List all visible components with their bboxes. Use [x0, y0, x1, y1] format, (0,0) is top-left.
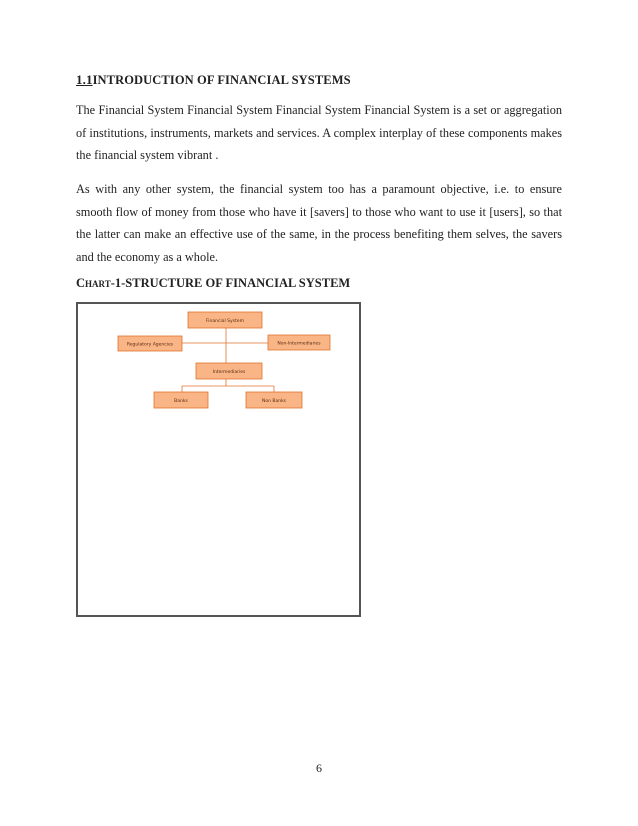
- chart-caption-title: -1-STRUCTURE OF FINANCIAL SYSTEM: [110, 276, 351, 290]
- node-non-banks-label: Non Banks: [261, 399, 287, 404]
- node-financial-system: [188, 312, 262, 328]
- diagram-connectors: [173, 328, 274, 392]
- intro-paragraph: The Financial System Financial System Financial System Financial System is a set or aggregation of institutions, instruments, markets and services. A complex interplay of these components makes the financial system vibrant .: [76, 103, 562, 162]
- node-non-intermediaries: [268, 335, 330, 350]
- section-heading: [76, 72, 576, 88]
- node-banks: [154, 392, 208, 408]
- node-banks-label: Banks: [174, 399, 188, 404]
- structure-diagram: [78, 304, 359, 615]
- section-number: 1.1: [76, 72, 93, 87]
- node-non-banks: [246, 392, 302, 408]
- structure-figure: [76, 302, 361, 617]
- node-non-intermediaries-label: Non-Intermediaries: [277, 341, 321, 347]
- node-regulatory-agencies: [118, 336, 182, 351]
- node-regulatory-agencies-label: Regulatory Agencies: [126, 342, 174, 348]
- objective-paragraph: As with any other system, the financial system too has a paramount objective, i.e. to ensure smooth flow of money from those who have it [savers] to those who want to use it [users], so that the latter can make an effective use of the same, in the process benefiting them selves, the savers and the economy as a whole.: [76, 182, 562, 264]
- page-number: 6: [316, 761, 322, 775]
- node-intermediaries: [196, 363, 262, 379]
- chart-caption: [76, 276, 350, 291]
- node-intermediaries-label: Intermediaries: [212, 370, 246, 375]
- node-financial-system-label: Financial System: [206, 319, 244, 324]
- chart-caption-prefix: Chart: [76, 276, 111, 290]
- section-title: INTRODUCTION OF FINANCIAL SYSTEMS: [92, 73, 351, 87]
